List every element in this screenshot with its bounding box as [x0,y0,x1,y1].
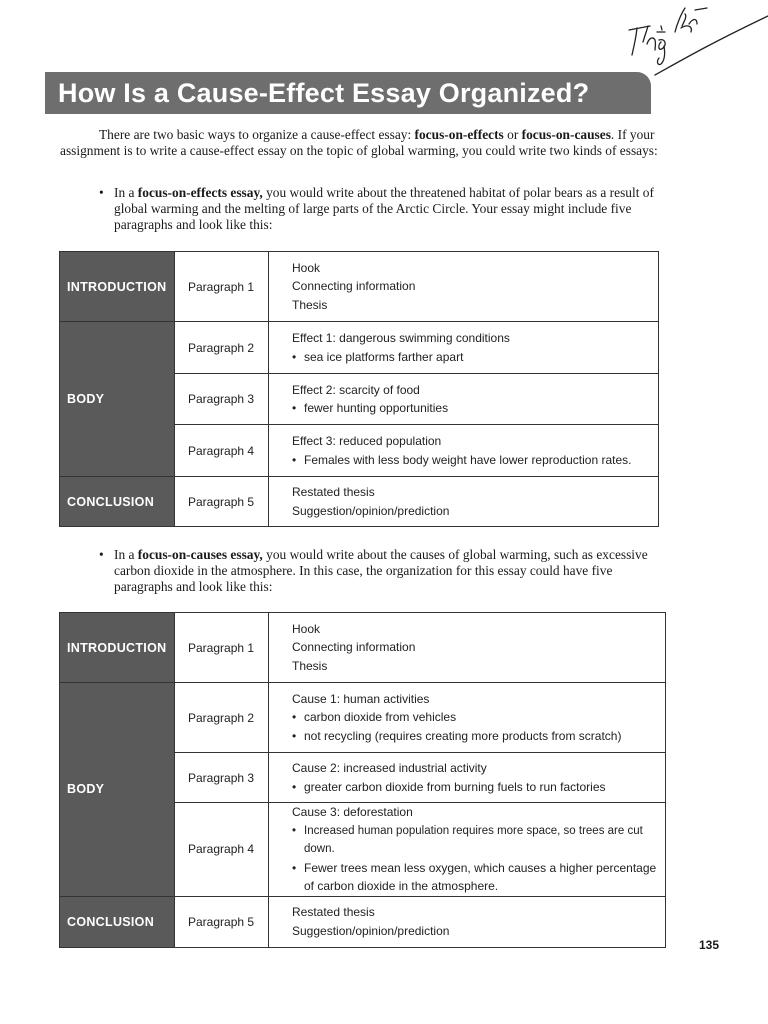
table-row [60,322,659,374]
bullet-focus-on-effects: • In a focus-on-effects essay, you would write about the threatened habitat of polar bears as a result of global warming and the melting of large parts of the Arctic Circle. Your essay might include five paragraphs and look like this: [99,185,654,232]
paragraph-content: Effect 1: dangerous swimming conditions • sea ice platforms farther apart [269,322,659,374]
focus-on-effects-table [59,251,659,527]
section-label-body: BODY [60,322,175,477]
intro-paragraph: There are two basic ways to organize a cause-effect essay: focus-on-effects or focus-on-causes. If your assignment is to write a cause-effect essay on the topic of global warming, you could write two kinds of essays: [60,127,658,158]
paragraph-label: Paragraph 3 [175,753,269,803]
paragraph-content: Cause 2: increased industrial activity • greater carbon dioxide from burning fuels to run factories [269,753,666,803]
paragraph-content: Cause 1: human activities • carbon dioxide from vehicles • not recycling (requires creating more products from scratch) [269,683,666,753]
section-label-introduction: INTRODUCTION [60,613,175,683]
handwritten-signature [615,0,768,80]
section-label-introduction: INTRODUCTION [60,252,175,322]
table-row [60,683,666,753]
paragraph-content: Hook Connecting information Thesis [269,613,666,683]
paragraph-label: Paragraph 1 [175,252,269,322]
paragraph-label: Paragraph 2 [175,322,269,374]
bullet-focus-on-causes: • In a focus-on-causes essay, you would write about the causes of global warming, such as excessive carbon dioxide in the atmosphere. In this case, the organization for this essay could have five paragraphs and look like this: [99,547,648,594]
table-row [60,613,666,683]
focus-on-causes-table [59,612,666,948]
paragraph-content: Restated thesis Suggestion/opinion/prediction [269,896,666,947]
section-label-conclusion: CONCLUSION [60,477,175,527]
paragraph-content: Restated thesis Suggestion/opinion/prediction [269,477,659,527]
paragraph-label: Paragraph 4 [175,803,269,897]
page-number: 135 [699,938,720,952]
page-title: How Is a Cause-Effect Essay Organized? [58,78,590,108]
paragraph-label: Paragraph 4 [175,425,269,477]
table-row [60,477,659,527]
paragraph-content: Effect 3: reduced population • Females with less body weight have lower reproduction rates. [269,425,659,477]
paragraph-label: Paragraph 1 [175,613,269,683]
term-focus-on-causes: focus-on-causes [521,127,611,142]
paragraph-label: Paragraph 5 [175,896,269,947]
paragraph-content: Cause 3: deforestation • Increased human population requires more space, so trees are cut down. • Fewer trees mean less oxygen, which causes a higher percentage of carbon dioxide in the atmosphere. [269,803,666,897]
paragraph-content: Hook Connecting information Thesis [269,252,659,322]
paragraph-label: Paragraph 2 [175,683,269,753]
paragraph-label: Paragraph 3 [175,374,269,425]
table-row [60,252,659,322]
term-focus-on-effects: focus-on-effects [414,127,504,142]
paragraph-label: Paragraph 5 [175,477,269,527]
section-label-conclusion: CONCLUSION [60,896,175,947]
section-label-body: BODY [60,683,175,897]
paragraph-content: Effect 2: scarcity of food • fewer hunting opportunities [269,374,659,425]
table-row [60,896,666,947]
